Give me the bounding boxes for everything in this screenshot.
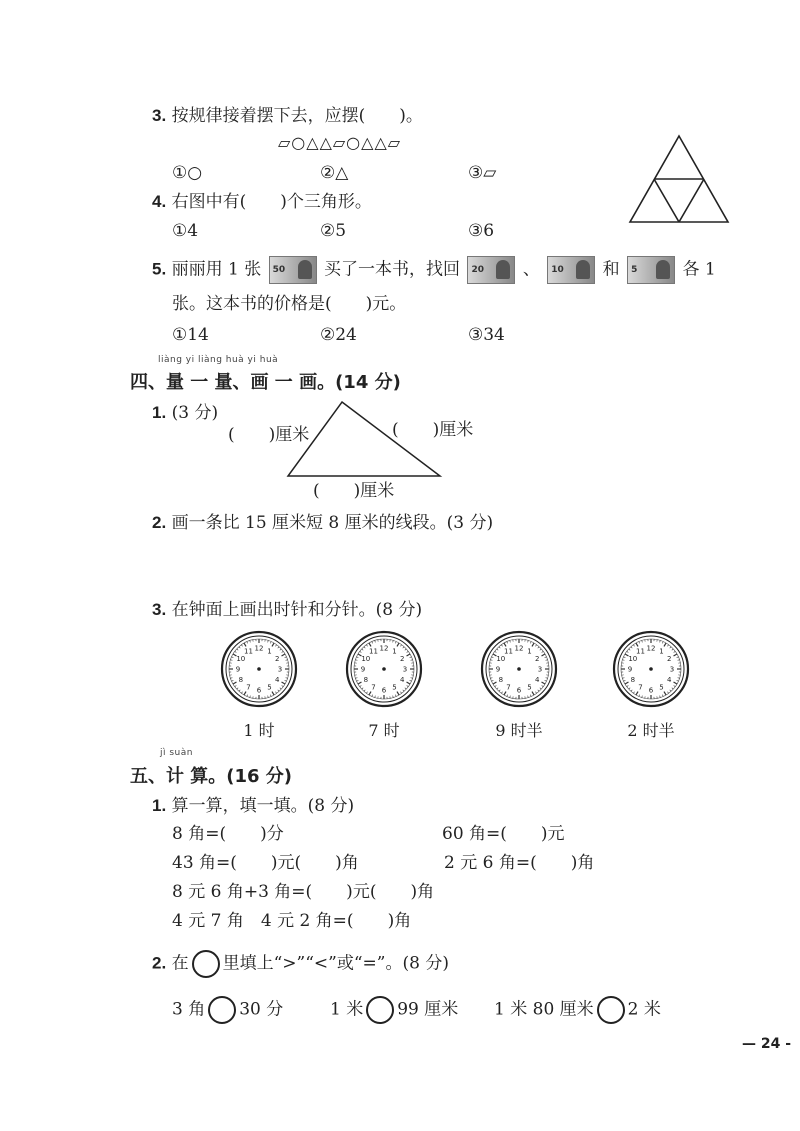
sec4-q2-text: 画一条比 15 厘米短 8 厘米的线段。(3 分) [171,513,494,533]
svg-text:7: 7 [506,683,511,692]
clock-label-4: 2 时半 [627,721,675,740]
svg-text:3: 3 [537,665,543,674]
q5-option-3: ③34 [468,325,505,345]
clock-face-1[interactable] [220,630,298,708]
compare-2-right: 99 厘米 [397,999,459,1020]
sec4-q1-text: (3 分) [171,403,219,423]
page-number: — 24 - [742,1036,792,1052]
svg-text:12: 12 [379,644,389,653]
compare-circle-1[interactable] [208,996,236,1024]
sec5-q2-pre: 在 [171,953,189,974]
svg-text:4: 4 [274,676,280,684]
svg-text:2: 2 [534,655,540,663]
q5-number: 5. [152,259,167,279]
banknote-50-icon: 50 [269,256,317,284]
svg-text:9: 9 [495,665,501,674]
svg-text:7: 7 [371,683,376,692]
compare-1-left: 3 角 [172,999,206,1020]
svg-text:10: 10 [496,655,506,663]
compare-circle-2[interactable] [366,996,394,1024]
sec5-q1-line [152,795,354,817]
clock-face-3[interactable] [480,630,558,708]
sec4-pinyin: liàng yi liàng huà yi huà [158,355,279,365]
compare-3-right: 2 米 [627,999,661,1020]
q4-option-3: ③6 [468,221,495,241]
svg-text:7: 7 [638,683,643,692]
clock-face-4[interactable] [612,630,690,708]
svg-text:12: 12 [646,644,656,653]
q5-sep: 、 [522,259,540,280]
sec5-q2-number: 2. [152,953,167,973]
q5-option-2: ②24 [320,325,357,345]
clock-label-3: 9 时半 [495,721,543,740]
compare-2-left: 1 米 [330,999,364,1020]
compare-circle-3[interactable] [597,996,625,1024]
svg-text:6: 6 [648,686,654,695]
svg-text:5: 5 [659,683,664,692]
q5-option-1: ①14 [172,325,209,345]
q3-number: 3. [152,106,167,125]
sec5-q2-line [152,950,449,978]
sec5-q2-post: 里填上“>”“<”或“=”。(8 分) [222,953,449,974]
sec4-q3-number: 3. [152,600,167,619]
compare-item-3 [494,996,661,1024]
svg-text:11: 11 [504,647,513,656]
q3-option-3: ③▱ [468,163,497,183]
calc-row-1b: 60 角=( )元 [442,824,565,844]
svg-text:5: 5 [267,683,272,692]
q4-number: 4. [152,192,167,211]
svg-text:9: 9 [360,665,366,674]
svg-text:8: 8 [363,676,369,684]
svg-text:4: 4 [399,676,405,684]
banknote-20-icon: 20 [467,256,515,284]
q3-pattern: ▱○△△▱○△△▱ [278,133,402,152]
calc-row-3: 8 元 6 角+3 角=( )元( )角 [172,882,435,902]
clock-label-2: 7 时 [368,721,400,740]
svg-text:11: 11 [636,647,645,656]
svg-text:5: 5 [527,683,532,692]
svg-text:12: 12 [254,644,264,653]
svg-text:9: 9 [235,665,241,674]
svg-text:7: 7 [246,683,251,692]
right-side-label: ( )厘米 [392,420,474,440]
q3-line [152,105,423,127]
q5-part1: 丽丽用 1 张 [171,259,262,280]
svg-text:3: 3 [669,665,675,674]
svg-text:1: 1 [267,647,272,656]
svg-text:8: 8 [238,676,244,684]
sec5-title: 五、计 算。(16 分) [130,766,293,787]
q3-option-1: ①○ [172,163,203,183]
svg-text:10: 10 [628,655,638,663]
svg-text:2: 2 [399,655,405,663]
svg-text:4: 4 [534,676,540,684]
q5-part3: 和 [602,259,620,280]
sec5-q1-text: 算一算，填一填。(8 分) [171,796,355,816]
q4-text: 右图中有( )个三角形。 [171,192,372,212]
svg-text:11: 11 [369,647,378,656]
sec4-q2-line [152,512,493,534]
calc-row-2a: 43 角=( )元( )角 [172,853,359,873]
sec4-q3-line [152,599,422,621]
svg-text:6: 6 [381,686,387,695]
svg-text:4: 4 [666,676,672,684]
q5-line [152,256,716,284]
sec4-title: 四、量 一 量、画 一 画。(14 分) [130,372,401,393]
banknote-5-icon: 5 [627,256,675,284]
svg-text:6: 6 [256,686,262,695]
compare-item-2 [330,996,458,1024]
clock-face-2[interactable] [345,630,423,708]
triangle-figure [628,134,730,226]
sec5-q1-number: 1. [152,796,167,815]
q5-part2: 买了一本书，找回 [324,259,461,280]
bottom-side-label: ( )厘米 [313,481,395,501]
svg-text:2: 2 [274,655,280,663]
banknote-10-icon: 10 [547,256,595,284]
svg-text:1: 1 [659,647,664,656]
sec4-q1-number: 1. [152,403,167,422]
compare-1-right: 30 分 [239,999,284,1020]
svg-text:9: 9 [627,665,633,674]
sec4-q1-line [152,402,218,424]
q3-text: 按规律接着摆下去，应摆( )。 [171,106,423,126]
q5-line2: 张。这本书的价格是( )元。 [172,294,407,314]
compare-item-1 [172,996,283,1024]
svg-text:8: 8 [630,676,636,684]
sec4-q3-text: 在钟面上画出时针和分针。(8 分) [171,600,423,620]
q4-line [152,191,372,213]
calc-row-4: 4 元 7 角 4 元 2 角=( )角 [172,911,412,931]
svg-text:12: 12 [514,644,524,653]
svg-text:11: 11 [244,647,253,656]
q5-part4: 各 1 [682,259,716,280]
compare-3-left: 1 米 80 厘米 [494,999,594,1020]
svg-text:6: 6 [516,686,522,695]
clock-label-1: 1 时 [243,721,275,740]
svg-text:10: 10 [361,655,371,663]
left-side-label: ( )厘米 [228,425,310,445]
compare-circle-icon [192,950,220,978]
svg-text:8: 8 [498,676,504,684]
calc-row-2b: 2 元 6 角=( )角 [444,853,595,873]
svg-text:10: 10 [236,655,246,663]
q4-option-2: ②5 [320,221,347,241]
calc-row-1a: 8 角=( )分 [172,824,284,844]
svg-text:1: 1 [527,647,532,656]
q3-option-2: ②△ [320,163,349,183]
q4-option-1: ①4 [172,221,199,241]
svg-text:3: 3 [277,665,283,674]
sec4-q2-number: 2. [152,513,167,532]
sec5-pinyin: jì suàn [160,748,193,758]
svg-text:1: 1 [392,647,397,656]
svg-text:3: 3 [402,665,408,674]
svg-text:2: 2 [666,655,672,663]
svg-text:5: 5 [392,683,397,692]
